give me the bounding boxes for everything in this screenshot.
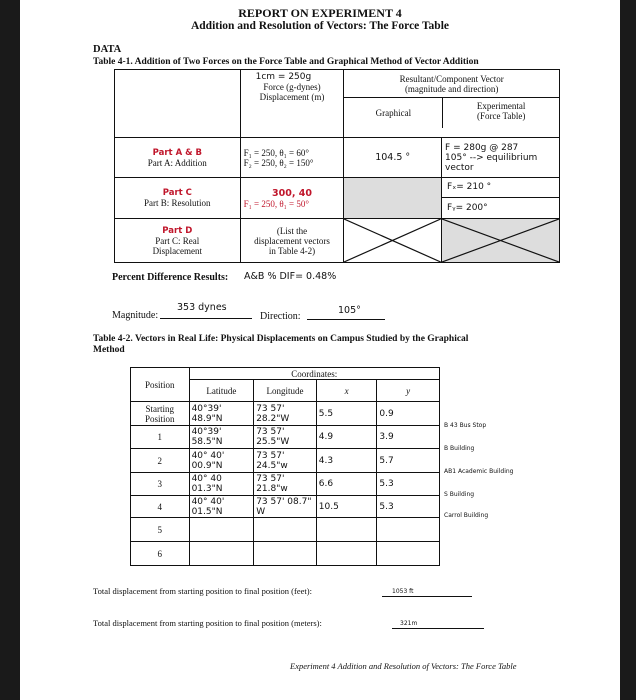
position-cell: 2 xyxy=(131,449,190,473)
displacement-header: Displacement (m) xyxy=(259,92,325,102)
displacement-table xyxy=(130,367,440,566)
resultant-header: Resultant/Component Vector xyxy=(399,74,504,84)
latitude-cell: 40° 40' 01.5"N xyxy=(189,496,254,518)
x-header: x xyxy=(316,380,377,402)
page-footer: Experiment 4 Addition and Resolution of Vectors: The Force Table xyxy=(290,661,517,671)
experimental-header: Experimental xyxy=(476,101,526,111)
direction-value: 105° xyxy=(338,305,361,316)
position-cell: 5 xyxy=(131,518,190,542)
y-header: y xyxy=(377,380,440,402)
force2-ab: F₂ = 250, θ₂ = 150° xyxy=(243,157,314,168)
total-feet-value: 1053 ft xyxy=(392,588,414,595)
position-cell: 6 xyxy=(131,542,190,566)
y-cell: 5.3 xyxy=(377,473,440,496)
experimental-ab-line3: vector xyxy=(445,162,474,173)
direction-label: Direction: xyxy=(260,311,301,322)
part-c-real-label: Part C: Real xyxy=(155,235,200,246)
direction-line xyxy=(307,319,385,320)
graphical-ab: 104.5 ° xyxy=(344,138,442,178)
coordinates-header: Coordinates: xyxy=(189,368,439,380)
location-note: Carrol Building xyxy=(444,512,489,519)
table2-caption-line1: Table 4-2. Vectors in Real Life: Physical Displacements on Campus Studied by the Graphical xyxy=(93,334,469,344)
x-cell: 6.6 xyxy=(316,473,377,496)
longitude-header: Longitude xyxy=(254,380,317,402)
experimental-subheader: (Force Table) xyxy=(476,111,526,121)
force1-ab: F₁ = 250, θ₁ = 60° xyxy=(243,147,309,158)
total-feet-line xyxy=(382,596,472,597)
latitude-cell: 40°39' 58.5"N xyxy=(189,426,254,449)
data-heading: DATA xyxy=(93,44,122,55)
position-cell: 3 xyxy=(131,473,190,496)
table-row xyxy=(131,402,440,426)
y-cell: 5.7 xyxy=(377,449,440,473)
report-subtitle: Addition and Resolution of Vectors: The Force Table xyxy=(190,20,450,32)
part-a-label: Part A: Addition xyxy=(147,157,207,168)
table-row xyxy=(131,473,440,496)
table-row xyxy=(131,449,440,473)
list-note-2: displacement vectors xyxy=(254,235,330,246)
part-d-label: Part D xyxy=(162,225,193,236)
table2-caption-line2: Method xyxy=(93,345,125,355)
report-title: REPORT ON EXPERIMENT 4 xyxy=(238,6,402,20)
position-header: Position xyxy=(131,368,190,402)
y-cell: 5.3 xyxy=(377,496,440,518)
total-meters-line xyxy=(392,628,484,629)
total-meters-value: 321m xyxy=(400,620,418,627)
force1-c: F₁ = 250, θ₁ = 50° xyxy=(243,198,309,209)
resultant-subheader: (magnitude and direction) xyxy=(404,84,499,94)
position-cell: 4 xyxy=(131,496,190,518)
document-page xyxy=(20,0,620,700)
percent-diff-value: A&B % DIF= 0.48% xyxy=(244,271,337,282)
list-note-3: in Table 4-2) xyxy=(268,245,316,256)
resolution-values: 300, 40 xyxy=(271,187,312,199)
addition-table xyxy=(114,69,560,263)
experimental-ab-line2: 105° --> equilibrium xyxy=(445,152,538,163)
table1-caption: Table 4-1. Addition of Two Forces on the Force Table and Graphical Method of Vector Addition xyxy=(93,57,479,67)
location-note: AB1 Academic Building xyxy=(444,468,514,475)
table-row xyxy=(131,518,440,542)
position-cell: 1 xyxy=(131,426,190,449)
latitude-header: Latitude xyxy=(189,380,254,402)
table-row xyxy=(131,542,440,566)
location-note: S Building xyxy=(444,491,475,498)
fx-value: Fₓ= 210 ° xyxy=(442,178,559,198)
graphical-header: Graphical xyxy=(344,98,443,128)
x-cell: 5.5 xyxy=(316,402,377,426)
latitude-cell: 40°39' 48.9"N xyxy=(189,402,254,426)
magnitude-label: Magnitude: xyxy=(112,310,159,321)
percent-diff-label: Percent Difference Results: xyxy=(112,272,229,283)
part-ab-label: Part A & B xyxy=(152,147,202,158)
magnitude-value: 353 dynes xyxy=(177,302,227,313)
force-header: Force (g-dynes) xyxy=(263,82,321,92)
y-cell: 3.9 xyxy=(377,426,440,449)
y-cell: 0.9 xyxy=(377,402,440,426)
table-row xyxy=(131,496,440,518)
part-b-label: Part B: Resolution xyxy=(144,198,211,208)
experimental-ab-line1: F = 280g @ 287 xyxy=(445,142,519,153)
x-cell: 4.9 xyxy=(316,426,377,449)
location-note: B 43 Bus Stop xyxy=(444,422,487,429)
magnitude-line xyxy=(160,318,252,319)
x-cell: 10.5 xyxy=(316,496,377,518)
displacement-label: Displacement xyxy=(152,245,203,256)
list-note-1: (List the xyxy=(276,225,308,236)
longitude-cell: 73 57' 08.7" W xyxy=(254,496,317,518)
crossed-cell-experimental xyxy=(442,219,560,263)
table-row xyxy=(131,426,440,449)
total-feet-label: Total displacement from starting position to final position (feet): xyxy=(93,586,312,596)
latitude-cell: 40° 40' 00.9"N xyxy=(189,449,254,473)
longitude-cell: 73 57' 24.5"w xyxy=(254,449,317,473)
longitude-cell: 73 57' 21.8"w xyxy=(254,473,317,496)
scale-note: 1cm = 250g xyxy=(255,72,312,82)
part-c-label: Part C xyxy=(162,188,192,198)
latitude-cell: 40° 40 01.3"N xyxy=(189,473,254,496)
fy-value: Fᵧ= 200° xyxy=(447,203,488,213)
location-note: B Building xyxy=(444,445,475,452)
crossed-cell-graphical xyxy=(344,219,442,263)
longitude-cell: 73 57' 25.5"W xyxy=(254,426,317,449)
x-cell: 4.3 xyxy=(316,449,377,473)
longitude-cell: 73 57' 28.2"W xyxy=(254,402,317,426)
total-meters-label: Total displacement from starting position to final position (meters): xyxy=(93,618,322,628)
position-cell: Starting Position xyxy=(131,402,190,426)
